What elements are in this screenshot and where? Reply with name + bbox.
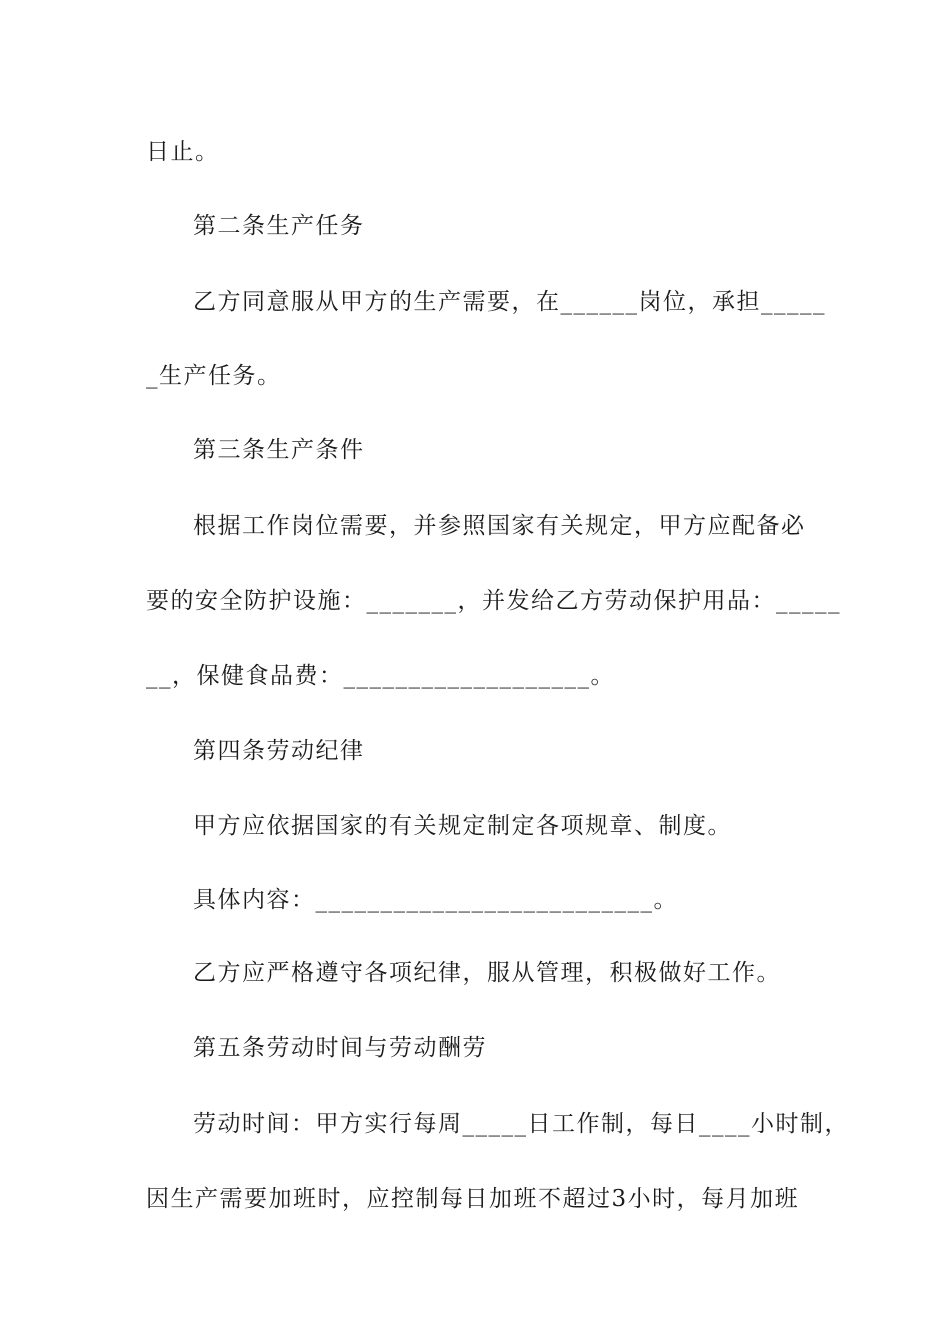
text-line: 日止。	[146, 139, 220, 165]
section-heading: 第二条生产任务	[193, 213, 365, 239]
section-heading: 第五条劳动时间与劳动酬劳	[193, 1035, 487, 1061]
paragraph-line: 具体内容：__________________________。	[193, 887, 678, 913]
paragraph-line: 乙方应严格遵守各项纪律，服从管理，积极做好工作。	[193, 960, 781, 986]
section-heading: 第三条生产条件	[193, 437, 365, 463]
section-heading: 第四条劳动纪律	[193, 738, 365, 764]
paragraph-line: 因生产需要加班时，应控制每日加班不超过3小时，每月加班	[146, 1186, 800, 1212]
paragraph-line: 根据工作岗位需要，并参照国家有关规定，甲方应配备必	[193, 513, 806, 539]
paragraph-line: 劳动时间：甲方实行每周_____日工作制，每日____小时制，	[193, 1111, 849, 1137]
paragraph-line: _生产任务。	[146, 363, 282, 389]
paragraph-line: 甲方应依据国家的有关规定制定各项规章、制度。	[193, 813, 732, 839]
paragraph-line: __，保健食品费：___________________。	[146, 663, 615, 689]
paragraph-line: 要的安全防护设施：_______，并发给乙方劳动保护用品：_____	[146, 588, 841, 614]
paragraph-line: 乙方同意服从甲方的生产需要，在______岗位，承担_____	[193, 289, 826, 315]
